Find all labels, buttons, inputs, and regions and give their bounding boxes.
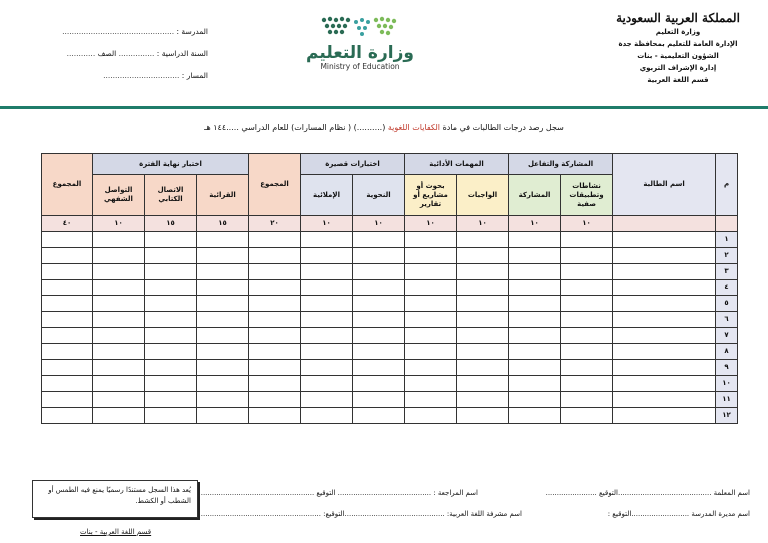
grade-cell[interactable]: [42, 360, 93, 376]
grade-cell[interactable]: [405, 328, 457, 344]
grade-cell[interactable]: [405, 248, 457, 264]
grade-cell[interactable]: [197, 280, 249, 296]
max-activities: ١٠: [561, 216, 613, 232]
table-row: [42, 296, 738, 312]
table-row: [42, 344, 738, 360]
table-row: [42, 264, 738, 280]
grade-cell[interactable]: [457, 376, 509, 392]
grade-cell[interactable]: [93, 360, 145, 376]
grade-cell[interactable]: [301, 408, 353, 424]
grade-cell[interactable]: [93, 408, 145, 424]
row-number: ٨: [716, 344, 738, 360]
grade-cell[interactable]: [42, 392, 93, 408]
ministry-logo-icon: [318, 14, 402, 44]
grade-cell[interactable]: [353, 312, 405, 328]
grade-cell[interactable]: [197, 328, 249, 344]
page-title: [0, 123, 768, 132]
track-field[interactable]: ................................: [103, 71, 180, 80]
grade-cell[interactable]: [301, 312, 353, 328]
grade-cell[interactable]: [405, 312, 457, 328]
max-total: ٢٠: [249, 216, 301, 232]
department-footer: قسم اللغة العربية - بنات: [80, 528, 152, 536]
grade-cell[interactable]: [42, 296, 93, 312]
header-divider: [0, 106, 768, 109]
grade-cell[interactable]: [145, 344, 197, 360]
grade-cell[interactable]: [145, 376, 197, 392]
grade-cell[interactable]: [301, 232, 353, 248]
max-spelling: ١٠: [301, 216, 353, 232]
grade-cell[interactable]: [509, 248, 561, 264]
grade-cell[interactable]: [197, 376, 249, 392]
row-number: ١٠: [716, 376, 738, 392]
col-number-header: م: [716, 154, 738, 216]
grade-cell[interactable]: [405, 232, 457, 248]
grade-cell[interactable]: [301, 296, 353, 312]
grade-cell[interactable]: [249, 248, 301, 264]
title-part2: (..........) ( نظام المسارات) للعام الدراسي .....١٤٤ هـ: [204, 123, 386, 132]
grade-cell[interactable]: [145, 408, 197, 424]
col-student-name-header: اسم الطالبة: [613, 154, 716, 216]
grade-cell[interactable]: [405, 296, 457, 312]
grade-cell[interactable]: [353, 408, 405, 424]
grade-cell[interactable]: [457, 312, 509, 328]
row-number: ١١: [716, 392, 738, 408]
header-line-directorate: الإدارة العامة للتعليم بمحافظة جدة: [618, 40, 738, 48]
group-final-test-header: اختبار نهاية الفترة: [93, 154, 249, 175]
col-spelling-header: الإملائية: [301, 175, 353, 216]
col-total2-header: المجموع: [42, 154, 93, 216]
class-label: الصف: [97, 49, 117, 58]
student-name-cell[interactable]: [613, 264, 716, 280]
grade-cell[interactable]: [93, 328, 145, 344]
grade-cell[interactable]: [301, 344, 353, 360]
year-row: [28, 46, 208, 68]
grade-cell[interactable]: [42, 376, 93, 392]
group-tasks-header: المهمات الأدائية: [405, 154, 509, 175]
grade-cell[interactable]: [405, 408, 457, 424]
ministry-header-block: [608, 10, 748, 86]
grade-cell[interactable]: [249, 360, 301, 376]
grade-cell[interactable]: [561, 312, 613, 328]
max-reading: ١٥: [197, 216, 249, 232]
table-row: [42, 280, 738, 296]
header-line-affairs: الشؤون التعليمية - بنات: [637, 52, 719, 60]
class-field[interactable]: ............: [66, 49, 96, 58]
grade-cell[interactable]: [197, 248, 249, 264]
grade-cell[interactable]: [249, 312, 301, 328]
grade-cell[interactable]: [93, 312, 145, 328]
grade-cell[interactable]: [197, 344, 249, 360]
row-number: ٩: [716, 360, 738, 376]
grade-cell[interactable]: [42, 408, 93, 424]
grade-cell[interactable]: [405, 280, 457, 296]
grade-cell[interactable]: [353, 296, 405, 312]
col-activities-header: نشاطات وتطبيقات صفية: [561, 175, 613, 216]
max-scores-row: [42, 216, 738, 232]
grade-cell[interactable]: [93, 344, 145, 360]
grade-cell[interactable]: [457, 280, 509, 296]
grade-cell[interactable]: [405, 360, 457, 376]
logo-arabic-text: وزارة التعليم: [306, 43, 414, 63]
col-homework-header: الواجبات: [457, 175, 509, 216]
col-total-header: المجموع: [249, 154, 301, 216]
grade-cell[interactable]: [249, 376, 301, 392]
row-number: ٥: [716, 296, 738, 312]
row-number: ٧: [716, 328, 738, 344]
grade-cell[interactable]: [42, 232, 93, 248]
grade-cell[interactable]: [249, 280, 301, 296]
grade-cell[interactable]: [145, 328, 197, 344]
grade-cell[interactable]: [42, 248, 93, 264]
max-total2: ٤٠: [42, 216, 93, 232]
row-number: ٣: [716, 264, 738, 280]
table-row: [42, 408, 738, 424]
student-name-cell[interactable]: [613, 328, 716, 344]
row-number: ١٢: [716, 408, 738, 424]
grade-cell[interactable]: [405, 264, 457, 280]
school-field[interactable]: ...............................................: [62, 27, 175, 36]
grade-cell[interactable]: [457, 392, 509, 408]
school-label: المدرسة :: [176, 27, 208, 36]
grade-cell[interactable]: [249, 344, 301, 360]
grade-cell[interactable]: [145, 392, 197, 408]
grade-cell[interactable]: [42, 280, 93, 296]
max-oral: ١٠: [93, 216, 145, 232]
grade-cell[interactable]: [561, 232, 613, 248]
grade-cell[interactable]: [457, 248, 509, 264]
student-name-cell[interactable]: [613, 408, 716, 424]
kingdom-title: المملكة العربية السعودية: [616, 11, 740, 25]
grade-cell[interactable]: [353, 248, 405, 264]
max-writing: ١٥: [145, 216, 197, 232]
grade-cell[interactable]: [93, 280, 145, 296]
grade-cell[interactable]: [509, 328, 561, 344]
grade-cell[interactable]: [93, 296, 145, 312]
grade-cell[interactable]: [249, 328, 301, 344]
student-name-cell[interactable]: [613, 296, 716, 312]
title-subject: الكفايات اللغوية: [387, 123, 441, 132]
grade-cell[interactable]: [561, 344, 613, 360]
grade-cell[interactable]: [145, 264, 197, 280]
logo-english-text: Ministry of Education: [320, 62, 400, 71]
table-row: [42, 376, 738, 392]
school-row: [28, 24, 208, 46]
official-notice-text: يُعد هذا السجل مستندًا رسميًا يمنع فيه الطمس أو الشطب أو الكشط.: [48, 486, 191, 505]
grade-cell[interactable]: [561, 328, 613, 344]
grade-cell[interactable]: [42, 344, 93, 360]
grade-cell[interactable]: [561, 264, 613, 280]
grade-cell[interactable]: [145, 312, 197, 328]
grade-cell[interactable]: [509, 344, 561, 360]
max-grammar: ١٠: [353, 216, 405, 232]
col-participation-header: المشاركة: [509, 175, 561, 216]
grade-cell[interactable]: [197, 408, 249, 424]
grade-cell[interactable]: [301, 328, 353, 344]
grade-cell[interactable]: [353, 232, 405, 248]
grade-cell[interactable]: [301, 360, 353, 376]
grades-table: [41, 153, 738, 424]
student-name-cell[interactable]: [613, 312, 716, 328]
row-number: ٦: [716, 312, 738, 328]
student-name-cell[interactable]: [613, 360, 716, 376]
grade-cell[interactable]: [561, 408, 613, 424]
grade-cell[interactable]: [93, 232, 145, 248]
grade-cell[interactable]: [145, 296, 197, 312]
max-homework: ١٠: [457, 216, 509, 232]
grade-cell[interactable]: [197, 392, 249, 408]
grade-cell[interactable]: [353, 360, 405, 376]
grade-cell[interactable]: [301, 376, 353, 392]
grade-cell[interactable]: [561, 360, 613, 376]
grade-cell[interactable]: [353, 376, 405, 392]
grade-cell[interactable]: [457, 408, 509, 424]
student-name-cell[interactable]: [613, 280, 716, 296]
grade-cell[interactable]: [457, 360, 509, 376]
student-rows: [42, 232, 738, 424]
grade-cell[interactable]: [509, 392, 561, 408]
grade-cell[interactable]: [42, 328, 93, 344]
grade-cell[interactable]: [457, 328, 509, 344]
student-name-cell[interactable]: [613, 248, 716, 264]
grade-cell[interactable]: [561, 296, 613, 312]
principal-signature-line: اسم مديرة المدرسة ..........................التوقيع :: [607, 510, 750, 518]
row-number: ٢: [716, 248, 738, 264]
col-grammar-header: النحوية: [353, 175, 405, 216]
grade-cell[interactable]: [197, 232, 249, 248]
grade-cell[interactable]: [301, 264, 353, 280]
grade-cell[interactable]: [561, 376, 613, 392]
grade-cell[interactable]: [249, 392, 301, 408]
year-field[interactable]: ...............: [118, 49, 155, 58]
track-row: [28, 68, 208, 90]
grade-cell[interactable]: [353, 264, 405, 280]
reviewer-signature-line: اسم المراجعة : .......................................... التوقيع ....................................................: [198, 489, 478, 497]
school-info-block: [28, 24, 208, 90]
col-writing-header: الاتصال الكتابي: [145, 175, 197, 216]
grade-cell[interactable]: [353, 280, 405, 296]
grade-cell[interactable]: [249, 232, 301, 248]
ministry-logo: [305, 14, 415, 92]
student-name-cell[interactable]: [613, 376, 716, 392]
student-name-cell[interactable]: [613, 232, 716, 248]
grade-cell[interactable]: [561, 248, 613, 264]
table-row: [42, 328, 738, 344]
grade-cell[interactable]: [509, 232, 561, 248]
grade-cell[interactable]: [353, 328, 405, 344]
grade-cell[interactable]: [301, 392, 353, 408]
grade-cell[interactable]: [561, 280, 613, 296]
col-research-header: بحوث أو مشاريع أو تقارير: [405, 175, 457, 216]
table-row: [42, 392, 738, 408]
row-number: ١: [716, 232, 738, 248]
grade-cell[interactable]: [561, 392, 613, 408]
grade-cell[interactable]: [145, 360, 197, 376]
table-row: [42, 248, 738, 264]
grade-cell[interactable]: [42, 312, 93, 328]
grade-cell[interactable]: [509, 360, 561, 376]
grade-cell[interactable]: [197, 296, 249, 312]
grade-cell[interactable]: [405, 376, 457, 392]
title-part1: سجل رصد درجات الطالبات في مادة: [442, 123, 564, 132]
grade-cell[interactable]: [509, 408, 561, 424]
grade-cell[interactable]: [457, 296, 509, 312]
header-line-supervision: إدارة الإشراف التربوي: [639, 64, 717, 72]
grade-cell[interactable]: [509, 280, 561, 296]
grade-cell[interactable]: [457, 344, 509, 360]
grade-cell[interactable]: [93, 264, 145, 280]
max-research: ١٠: [405, 216, 457, 232]
grade-cell[interactable]: [145, 280, 197, 296]
student-name-cell[interactable]: [613, 344, 716, 360]
row-number: ٤: [716, 280, 738, 296]
grade-cell[interactable]: [249, 296, 301, 312]
grade-cell[interactable]: [42, 264, 93, 280]
col-oral-header: التواصل الشفهي: [93, 175, 145, 216]
table-row: [42, 312, 738, 328]
grade-cell[interactable]: [249, 408, 301, 424]
group-participation-header: المشاركة والتفاعل: [509, 154, 613, 175]
grade-cell[interactable]: [93, 392, 145, 408]
grade-cell[interactable]: [457, 232, 509, 248]
teacher-signature-line: اسم المعلمة ..........................................التوقيع .......................: [545, 489, 750, 497]
header-line-ministry: وزارة التعليم: [655, 28, 701, 36]
grade-cell[interactable]: [509, 296, 561, 312]
supervisor-signature-line: اسم مشرفة اللغة العربية: .............................................التوقيع: ......................................................: [200, 510, 522, 518]
grade-cell[interactable]: [405, 344, 457, 360]
header-line-department: قسم اللغة العربية: [647, 76, 709, 84]
grade-cell[interactable]: [301, 280, 353, 296]
year-label: السنة الدراسية :: [156, 49, 208, 58]
group-short-tests-header: اختبارات قصيرة: [301, 154, 405, 175]
grade-cell[interactable]: [353, 344, 405, 360]
grade-cell[interactable]: [197, 360, 249, 376]
grade-cell[interactable]: [249, 264, 301, 280]
table-row: [42, 232, 738, 248]
official-notice-box: [32, 480, 198, 518]
grade-cell[interactable]: [509, 376, 561, 392]
grade-cell[interactable]: [353, 392, 405, 408]
grade-cell[interactable]: [93, 248, 145, 264]
grade-cell[interactable]: [93, 376, 145, 392]
grade-cell[interactable]: [145, 248, 197, 264]
col-reading-header: القرائية: [197, 175, 249, 216]
student-name-cell[interactable]: [613, 392, 716, 408]
track-label: المسار :: [181, 71, 208, 80]
max-participation: ١٠: [509, 216, 561, 232]
grade-cell[interactable]: [197, 312, 249, 328]
grade-cell[interactable]: [509, 312, 561, 328]
grade-cell[interactable]: [301, 248, 353, 264]
grade-cell[interactable]: [145, 232, 197, 248]
grade-cell[interactable]: [197, 264, 249, 280]
grade-cell[interactable]: [509, 264, 561, 280]
grade-cell[interactable]: [457, 264, 509, 280]
table-row: [42, 360, 738, 376]
grade-cell[interactable]: [405, 392, 457, 408]
